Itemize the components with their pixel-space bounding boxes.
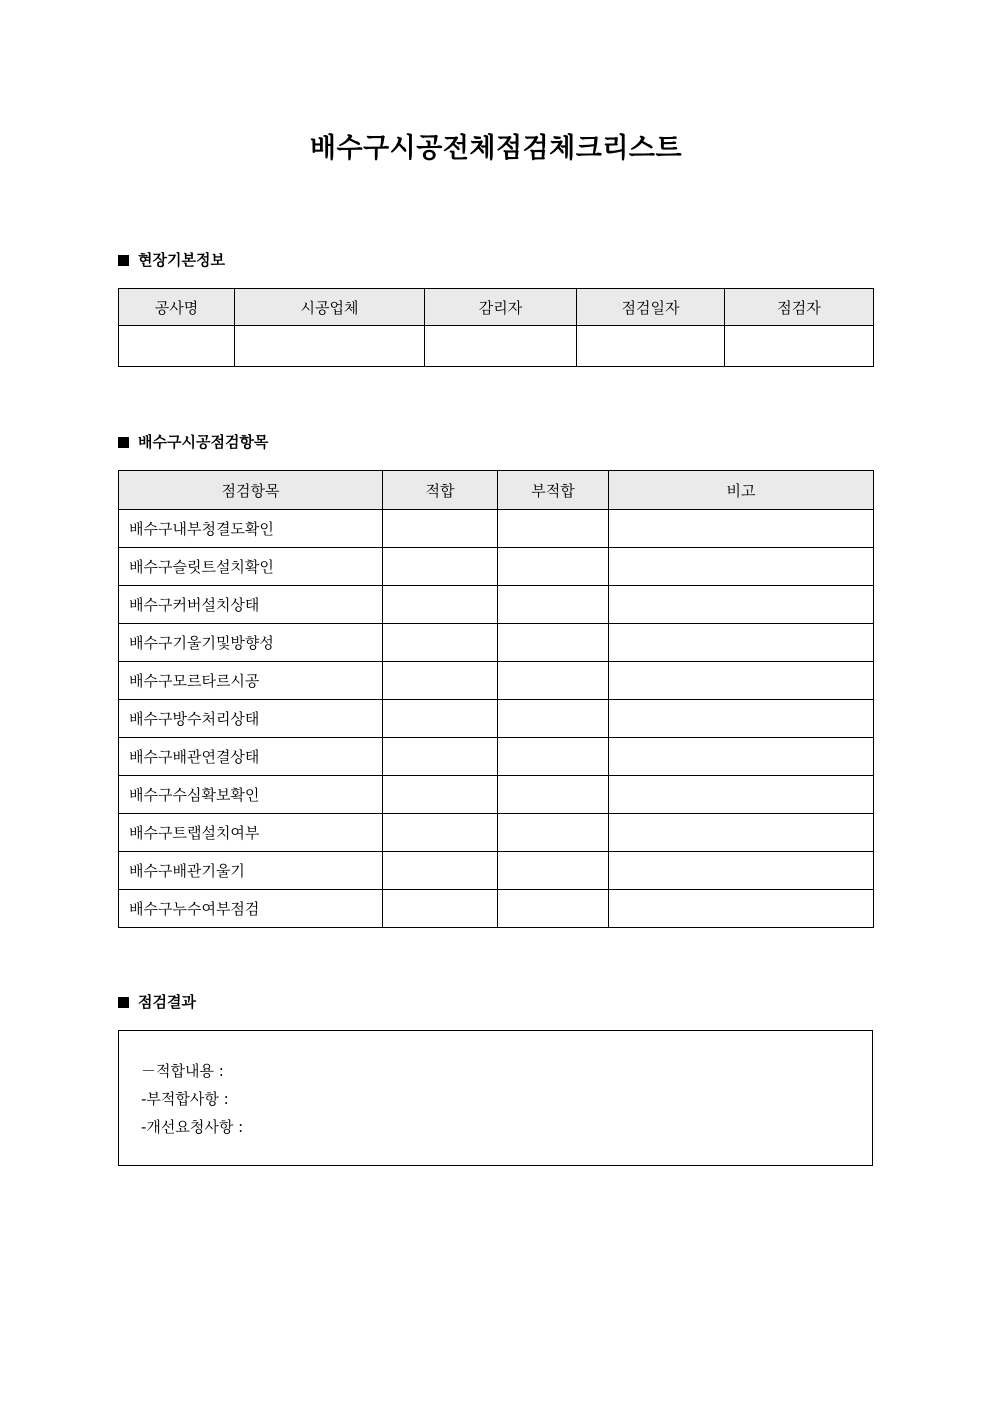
inspection-results-box[interactable]: [118, 1030, 873, 1166]
checklist-item-label: 배수구슬릿트설치확인: [119, 548, 383, 586]
checklist-remark-cell[interactable]: [609, 852, 874, 890]
column-header-pass: 적합: [383, 471, 498, 510]
column-header-supervisor: 감리자: [425, 289, 577, 326]
table-header-row: [119, 289, 874, 326]
checklist-fail-cell[interactable]: [498, 662, 609, 700]
checklist-pass-cell[interactable]: [383, 890, 498, 928]
table-row: [119, 326, 874, 367]
field-contractor[interactable]: [235, 326, 425, 367]
column-header-project-name: 공사명: [119, 289, 235, 326]
site-info-table: [118, 288, 874, 367]
checklist-pass-cell[interactable]: [383, 852, 498, 890]
checklist-remark-cell[interactable]: [609, 662, 874, 700]
square-bullet-icon: [118, 255, 129, 266]
checklist-fail-cell[interactable]: [498, 776, 609, 814]
table-row: [119, 662, 874, 700]
field-inspect-date[interactable]: [577, 326, 725, 367]
section-heading-label: 배수구시공점검항목: [138, 433, 269, 451]
checklist-pass-cell[interactable]: [383, 624, 498, 662]
section-heading-site-info: [118, 251, 225, 269]
result-line-improvement-request: -개선요청사항 :: [141, 1118, 244, 1136]
checklist-fail-cell[interactable]: [498, 814, 609, 852]
table-row: [119, 890, 874, 928]
inspection-checklist-table: [118, 470, 874, 928]
checklist-fail-cell[interactable]: [498, 852, 609, 890]
checklist-pass-cell[interactable]: [383, 814, 498, 852]
table-row: [119, 548, 874, 586]
checklist-pass-cell[interactable]: [383, 548, 498, 586]
table-row: [119, 738, 874, 776]
square-bullet-icon: [118, 997, 129, 1008]
page-title: 배수구시공전체점검체크리스트: [309, 133, 683, 164]
field-project-name[interactable]: [119, 326, 235, 367]
column-header-contractor: 시공업체: [235, 289, 425, 326]
checklist-remark-cell[interactable]: [609, 510, 874, 548]
checklist-item-label: 배수구수심확보확인: [119, 776, 383, 814]
checklist-item-label: 배수구커버설치상태: [119, 586, 383, 624]
section-heading-label: 점검결과: [138, 993, 196, 1011]
checklist-remark-cell[interactable]: [609, 814, 874, 852]
checklist-pass-cell[interactable]: [383, 738, 498, 776]
section-heading-inspection-items: [118, 433, 268, 451]
checklist-fail-cell[interactable]: [498, 624, 609, 662]
checklist-item-label: 배수구배관연결상태: [119, 738, 383, 776]
checklist-fail-cell[interactable]: [498, 738, 609, 776]
result-line-pass-details: －적합내용 :: [141, 1062, 224, 1080]
field-inspector[interactable]: [725, 326, 874, 367]
result-line-fail-details: -부적합사항 :: [141, 1090, 229, 1108]
column-header-item: 점검항목: [119, 471, 383, 510]
checklist-remark-cell[interactable]: [609, 700, 874, 738]
checklist-remark-cell[interactable]: [609, 586, 874, 624]
table-row: [119, 776, 874, 814]
checklist-fail-cell[interactable]: [498, 586, 609, 624]
checklist-remark-cell[interactable]: [609, 624, 874, 662]
checklist-item-label: 배수구배관기울기: [119, 852, 383, 890]
checklist-item-label: 배수구모르타르시공: [119, 662, 383, 700]
checklist-pass-cell[interactable]: [383, 586, 498, 624]
table-row: [119, 586, 874, 624]
checklist-remark-cell[interactable]: [609, 776, 874, 814]
checklist-item-label: 배수구내부청결도확인: [119, 510, 383, 548]
checklist-fail-cell[interactable]: [498, 700, 609, 738]
table-row: [119, 510, 874, 548]
column-header-inspect-date: 점검일자: [577, 289, 725, 326]
checklist-fail-cell[interactable]: [498, 548, 609, 586]
checklist-fail-cell[interactable]: [498, 510, 609, 548]
section-heading-results: [118, 993, 196, 1011]
table-row: [119, 700, 874, 738]
column-header-fail: 부적합: [498, 471, 609, 510]
table-row: [119, 624, 874, 662]
section-heading-label: 현장기본정보: [138, 251, 225, 269]
checklist-item-label: 배수구트랩설치여부: [119, 814, 383, 852]
checklist-remark-cell[interactable]: [609, 890, 874, 928]
checklist-item-label: 배수구기울기및방향성: [119, 624, 383, 662]
checklist-item-label: 배수구방수처리상태: [119, 700, 383, 738]
checklist-item-label: 배수구누수여부점검: [119, 890, 383, 928]
checklist-remark-cell[interactable]: [609, 738, 874, 776]
checklist-pass-cell[interactable]: [383, 510, 498, 548]
table-header-row: [119, 471, 874, 510]
table-row: [119, 814, 874, 852]
checklist-remark-cell[interactable]: [609, 548, 874, 586]
checklist-pass-cell[interactable]: [383, 662, 498, 700]
column-header-inspector: 점검자: [725, 289, 874, 326]
column-header-remark: 비고: [609, 471, 874, 510]
table-row: [119, 852, 874, 890]
square-bullet-icon: [118, 437, 129, 448]
field-supervisor[interactable]: [425, 326, 577, 367]
checklist-pass-cell[interactable]: [383, 776, 498, 814]
checklist-pass-cell[interactable]: [383, 700, 498, 738]
checklist-fail-cell[interactable]: [498, 890, 609, 928]
